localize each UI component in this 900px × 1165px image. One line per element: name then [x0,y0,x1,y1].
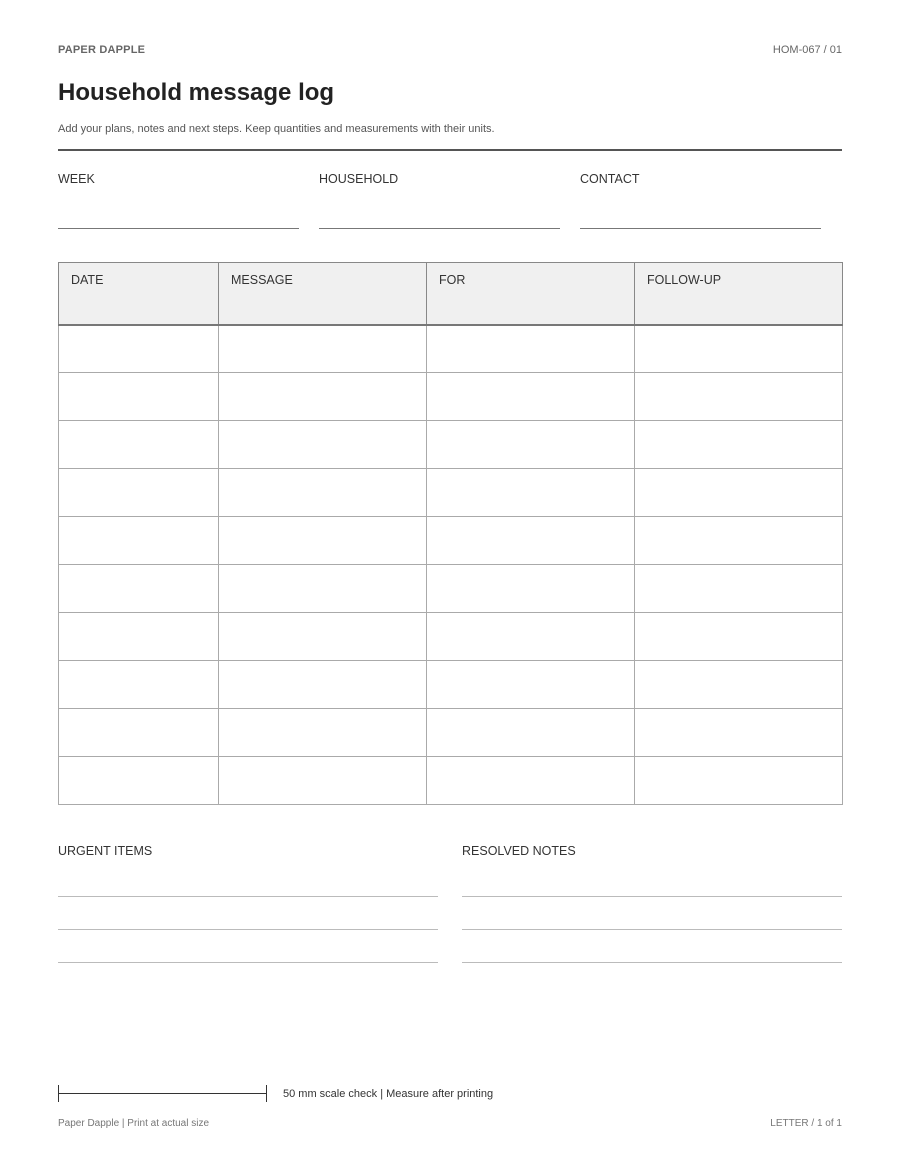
table-header-row [59,263,843,325]
cell-for[interactable] [427,373,635,421]
page-subtitle: Add your plans, notes and next steps. Keep quantities and measurements with their units. [58,123,495,135]
column-header-date: DATE [59,263,219,325]
cell-date[interactable] [59,517,219,565]
cell-follow-up[interactable] [635,469,843,517]
contact-label: CONTACT [580,172,640,186]
table-row [59,517,843,565]
column-header-for: FOR [427,263,635,325]
scale-line [58,1093,266,1094]
cell-date[interactable] [59,325,219,373]
resolved-notes-section [462,844,842,858]
urgent-item-line[interactable] [58,896,438,897]
cell-follow-up[interactable] [635,613,843,661]
table-row [59,373,843,421]
cell-for[interactable] [427,421,635,469]
week-field[interactable] [58,172,299,186]
document-id: HOM-067 / 01 [772,44,842,56]
household-field[interactable] [319,172,560,186]
cell-date[interactable] [59,469,219,517]
cell-message[interactable] [219,757,427,805]
cell-message[interactable] [219,517,427,565]
urgent-item-line[interactable] [58,962,438,963]
cell-follow-up[interactable] [635,661,843,709]
cell-for[interactable] [427,661,635,709]
table-row [59,709,843,757]
cell-date[interactable] [59,565,219,613]
cell-follow-up[interactable] [635,709,843,757]
table-row [59,757,843,805]
table-row [59,421,843,469]
scale-check-bar [58,1085,268,1103]
cell-for[interactable] [427,757,635,805]
footer-left: Paper Dapple | Print at actual size [58,1118,210,1129]
urgent-items-section [58,844,438,858]
title-divider [58,149,842,151]
cell-for[interactable] [427,469,635,517]
message-log-table [58,262,843,805]
cell-follow-up[interactable] [635,373,843,421]
cell-message[interactable] [219,469,427,517]
cell-message[interactable] [219,661,427,709]
cell-follow-up[interactable] [635,517,843,565]
resolved-note-line[interactable] [462,962,842,963]
cell-follow-up[interactable] [635,325,843,373]
cell-date[interactable] [59,661,219,709]
week-label: WEEK [58,172,95,186]
cell-date[interactable] [59,709,219,757]
cell-date[interactable] [59,421,219,469]
table-row [59,325,843,373]
household-label: HOUSEHOLD [319,172,399,186]
cell-message[interactable] [219,613,427,661]
page-title: Household message log [58,79,335,106]
resolved-note-line[interactable] [462,896,842,897]
cell-for[interactable] [427,517,635,565]
contact-input-line[interactable] [580,228,821,229]
scale-tick-end [266,1085,267,1102]
urgent-items-label: URGENT ITEMS [58,844,153,858]
table-row [59,613,843,661]
table-row [59,469,843,517]
cell-message[interactable] [219,421,427,469]
brand-name: PAPER DAPPLE [58,44,146,56]
footer-page-info: LETTER / 1 of 1 [770,1118,842,1129]
table-row [59,661,843,709]
household-input-line[interactable] [319,228,560,229]
contact-field[interactable] [580,172,821,186]
form-page [58,0,842,1165]
table-row [59,565,843,613]
scale-caption: 50 mm scale check | Measure after printing [283,1088,494,1100]
cell-for[interactable] [427,565,635,613]
cell-follow-up[interactable] [635,757,843,805]
cell-message[interactable] [219,709,427,757]
week-input-line[interactable] [58,228,299,229]
cell-date[interactable] [59,757,219,805]
cell-for[interactable] [427,325,635,373]
cell-message[interactable] [219,565,427,613]
cell-for[interactable] [427,709,635,757]
urgent-item-line[interactable] [58,929,438,930]
resolved-notes-label: RESOLVED NOTES [462,844,576,858]
column-header-follow-up: FOLLOW-UP [635,263,843,325]
resolved-note-line[interactable] [462,929,842,930]
cell-message[interactable] [219,373,427,421]
cell-date[interactable] [59,613,219,661]
cell-message[interactable] [219,325,427,373]
column-header-message: MESSAGE [219,263,427,325]
table-body [59,325,843,805]
cell-follow-up[interactable] [635,421,843,469]
cell-date[interactable] [59,373,219,421]
cell-for[interactable] [427,613,635,661]
cell-follow-up[interactable] [635,565,843,613]
